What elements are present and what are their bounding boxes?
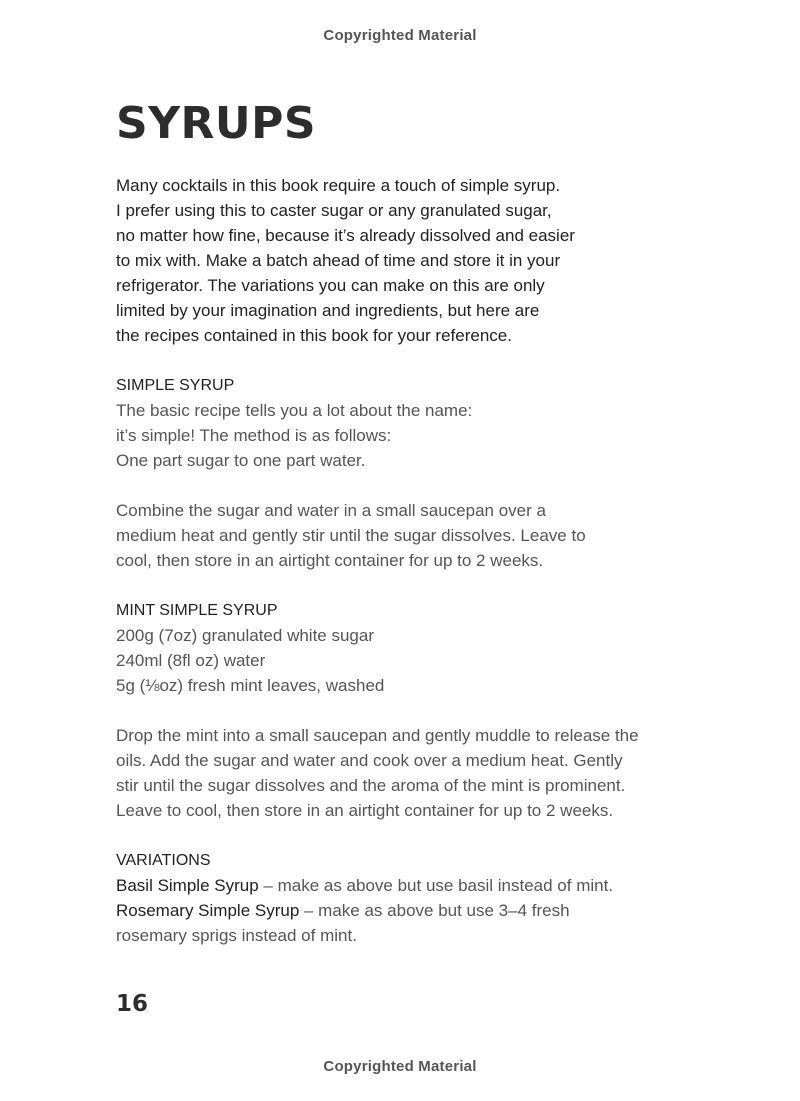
method-line: oils. Add the sugar and water and cook over a medium heat. Gently (116, 751, 623, 770)
mint-syrup-heading: MINT SIMPLE SYRUP (116, 602, 278, 619)
mint-syrup-method (116, 723, 716, 823)
description-line: it’s simple! The method is as follows: (116, 426, 392, 445)
description-line: One part sugar to one part water. (116, 451, 366, 470)
method-line: cool, then store in an airtight container for up to 2 weeks. (116, 551, 544, 570)
copyright-watermark-top: Copyrighted Material (323, 27, 477, 44)
variation-name: Rosemary Simple Syrup (116, 901, 300, 920)
method-line: Leave to cool, then store in an airtight container for up to 2 weeks. (116, 801, 614, 820)
intro-line: no matter how fine, because it’s already dissolved and easier (116, 226, 575, 245)
ingredient-line: 200g (7oz) granulated white sugar (116, 626, 374, 645)
intro-line: limited by your imagination and ingredients, but here are (116, 301, 540, 320)
variation-name: Basil Simple Syrup (116, 876, 259, 895)
variations-section (116, 848, 716, 948)
variation-text: – make as above but use basil instead of mint. (258, 876, 614, 895)
method-line: Drop the mint into a small saucepan and gently muddle to release the (116, 726, 639, 745)
ingredient-line: 240ml (8fl oz) water (116, 651, 266, 670)
mint-syrup-ingredients (116, 623, 716, 698)
variations-list (116, 873, 716, 948)
method-line: stir until the sugar dissolves and the aroma of the mint is prominent. (116, 776, 626, 795)
page-content (116, 98, 716, 948)
simple-syrup-method (116, 498, 716, 573)
variation-text: – make as above but use 3–4 fresh (299, 901, 570, 920)
page-title: SYRUPS (116, 98, 317, 149)
variation-rosemary-cont: rosemary sprigs instead of mint. (116, 926, 357, 945)
copyright-watermark-bottom: Copyrighted Material (323, 1058, 477, 1075)
intro-line: to mix with. Make a batch ahead of time and store it in your (116, 251, 561, 270)
simple-syrup-description (116, 398, 716, 473)
intro-line: refrigerator. The variations you can make on this are only (116, 276, 545, 295)
intro-line: Many cocktails in this book require a touch of simple syrup. (116, 176, 561, 195)
simple-syrup-heading: SIMPLE SYRUP (116, 377, 235, 394)
intro-line: the recipes contained in this book for your reference. (116, 326, 512, 345)
method-line: Combine the sugar and water in a small saucepan over a (116, 501, 546, 520)
mint-syrup-section (116, 598, 716, 823)
method-line: medium heat and gently stir until the sugar dissolves. Leave to (116, 526, 586, 545)
simple-syrup-section (116, 373, 716, 573)
page-number: 16 (116, 991, 149, 1017)
variation-basil (116, 873, 716, 898)
intro-line: I prefer using this to caster sugar or any granulated sugar, (116, 201, 552, 220)
variations-heading: VARIATIONS (116, 852, 211, 869)
description-line: The basic recipe tells you a lot about the name: (116, 401, 473, 420)
intro-paragraph (116, 173, 716, 348)
variation-rosemary (116, 898, 716, 923)
ingredient-line: 5g (⅛oz) fresh mint leaves, washed (116, 676, 385, 695)
